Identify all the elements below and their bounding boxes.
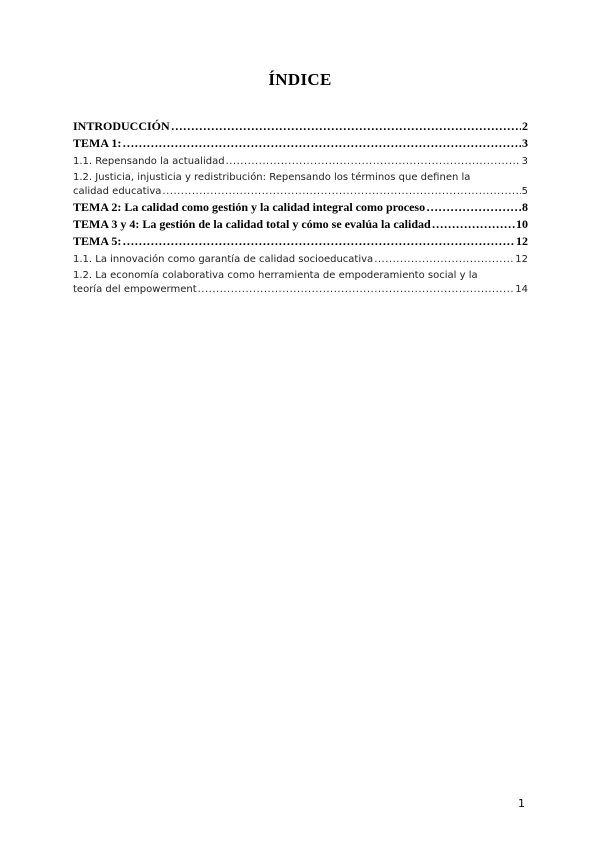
dot-leader	[122, 233, 515, 250]
toc-entry-introduccion[interactable]	[73, 118, 528, 135]
dot-leader	[171, 118, 521, 135]
toc-page-number: 14	[515, 284, 528, 295]
toc-page-number: 12	[515, 254, 528, 265]
toc-entry-title: TEMA 5:	[73, 234, 122, 248]
toc-title: ÍNDICE	[268, 70, 332, 89]
toc-page-number: 8	[522, 200, 528, 214]
dot-leader	[374, 252, 514, 267]
table-of-contents	[73, 118, 528, 297]
toc-page-number: 3	[521, 156, 528, 167]
toc-entry-title: TEMA 3 y 4: La gestión de la calidad total y cómo se evalúa la calidad	[73, 217, 431, 231]
dot-leader	[432, 216, 515, 233]
toc-page-number: 3	[522, 136, 528, 150]
dot-leader	[426, 199, 521, 216]
dot-leader	[198, 282, 515, 297]
toc-page-number: 12	[516, 234, 528, 248]
toc-entry-title: 1.1. La innovación como garantía de calidad socioeducativa	[73, 254, 374, 265]
toc-entry-tema-5[interactable]	[73, 233, 528, 250]
toc-entry-1-1-innovacion[interactable]	[73, 252, 528, 267]
dot-leader	[226, 154, 521, 169]
toc-entry-1-2-justicia[interactable]	[73, 171, 528, 199]
page-number: 1	[518, 797, 525, 810]
dot-leader	[162, 184, 520, 199]
toc-entry-title: 1.1. Repensando la actualidad	[73, 156, 225, 167]
toc-entry-title-line2: teoría del empowerment	[73, 284, 197, 295]
toc-entry-title-line1: 1.2. Justicia, injusticia y redistribución: Repensando los términos que definen la	[73, 172, 471, 183]
toc-entry-tema-2[interactable]	[73, 199, 528, 216]
toc-entry-title: INTRODUCCIÓN	[73, 119, 170, 133]
toc-entry-1-2-economia[interactable]	[73, 269, 528, 297]
toc-entry-tema-1[interactable]	[73, 135, 528, 152]
toc-entry-tema-3-4[interactable]	[73, 216, 528, 233]
toc-entry-title: TEMA 2: La calidad como gestión y la calidad integral como proceso	[73, 200, 426, 214]
toc-page-number: 10	[516, 217, 528, 231]
toc-entry-title: TEMA 1:	[73, 136, 122, 150]
toc-page-number: 5	[521, 186, 528, 197]
toc-page-number: 2	[522, 119, 528, 133]
toc-entry-title-line1: 1.2. La economía colaborativa como herramienta de empoderamiento social y la	[73, 270, 478, 281]
toc-entry-1-1-repensando[interactable]	[73, 154, 528, 169]
dot-leader	[122, 135, 521, 152]
toc-entry-title-line2: calidad educativa	[73, 186, 162, 197]
